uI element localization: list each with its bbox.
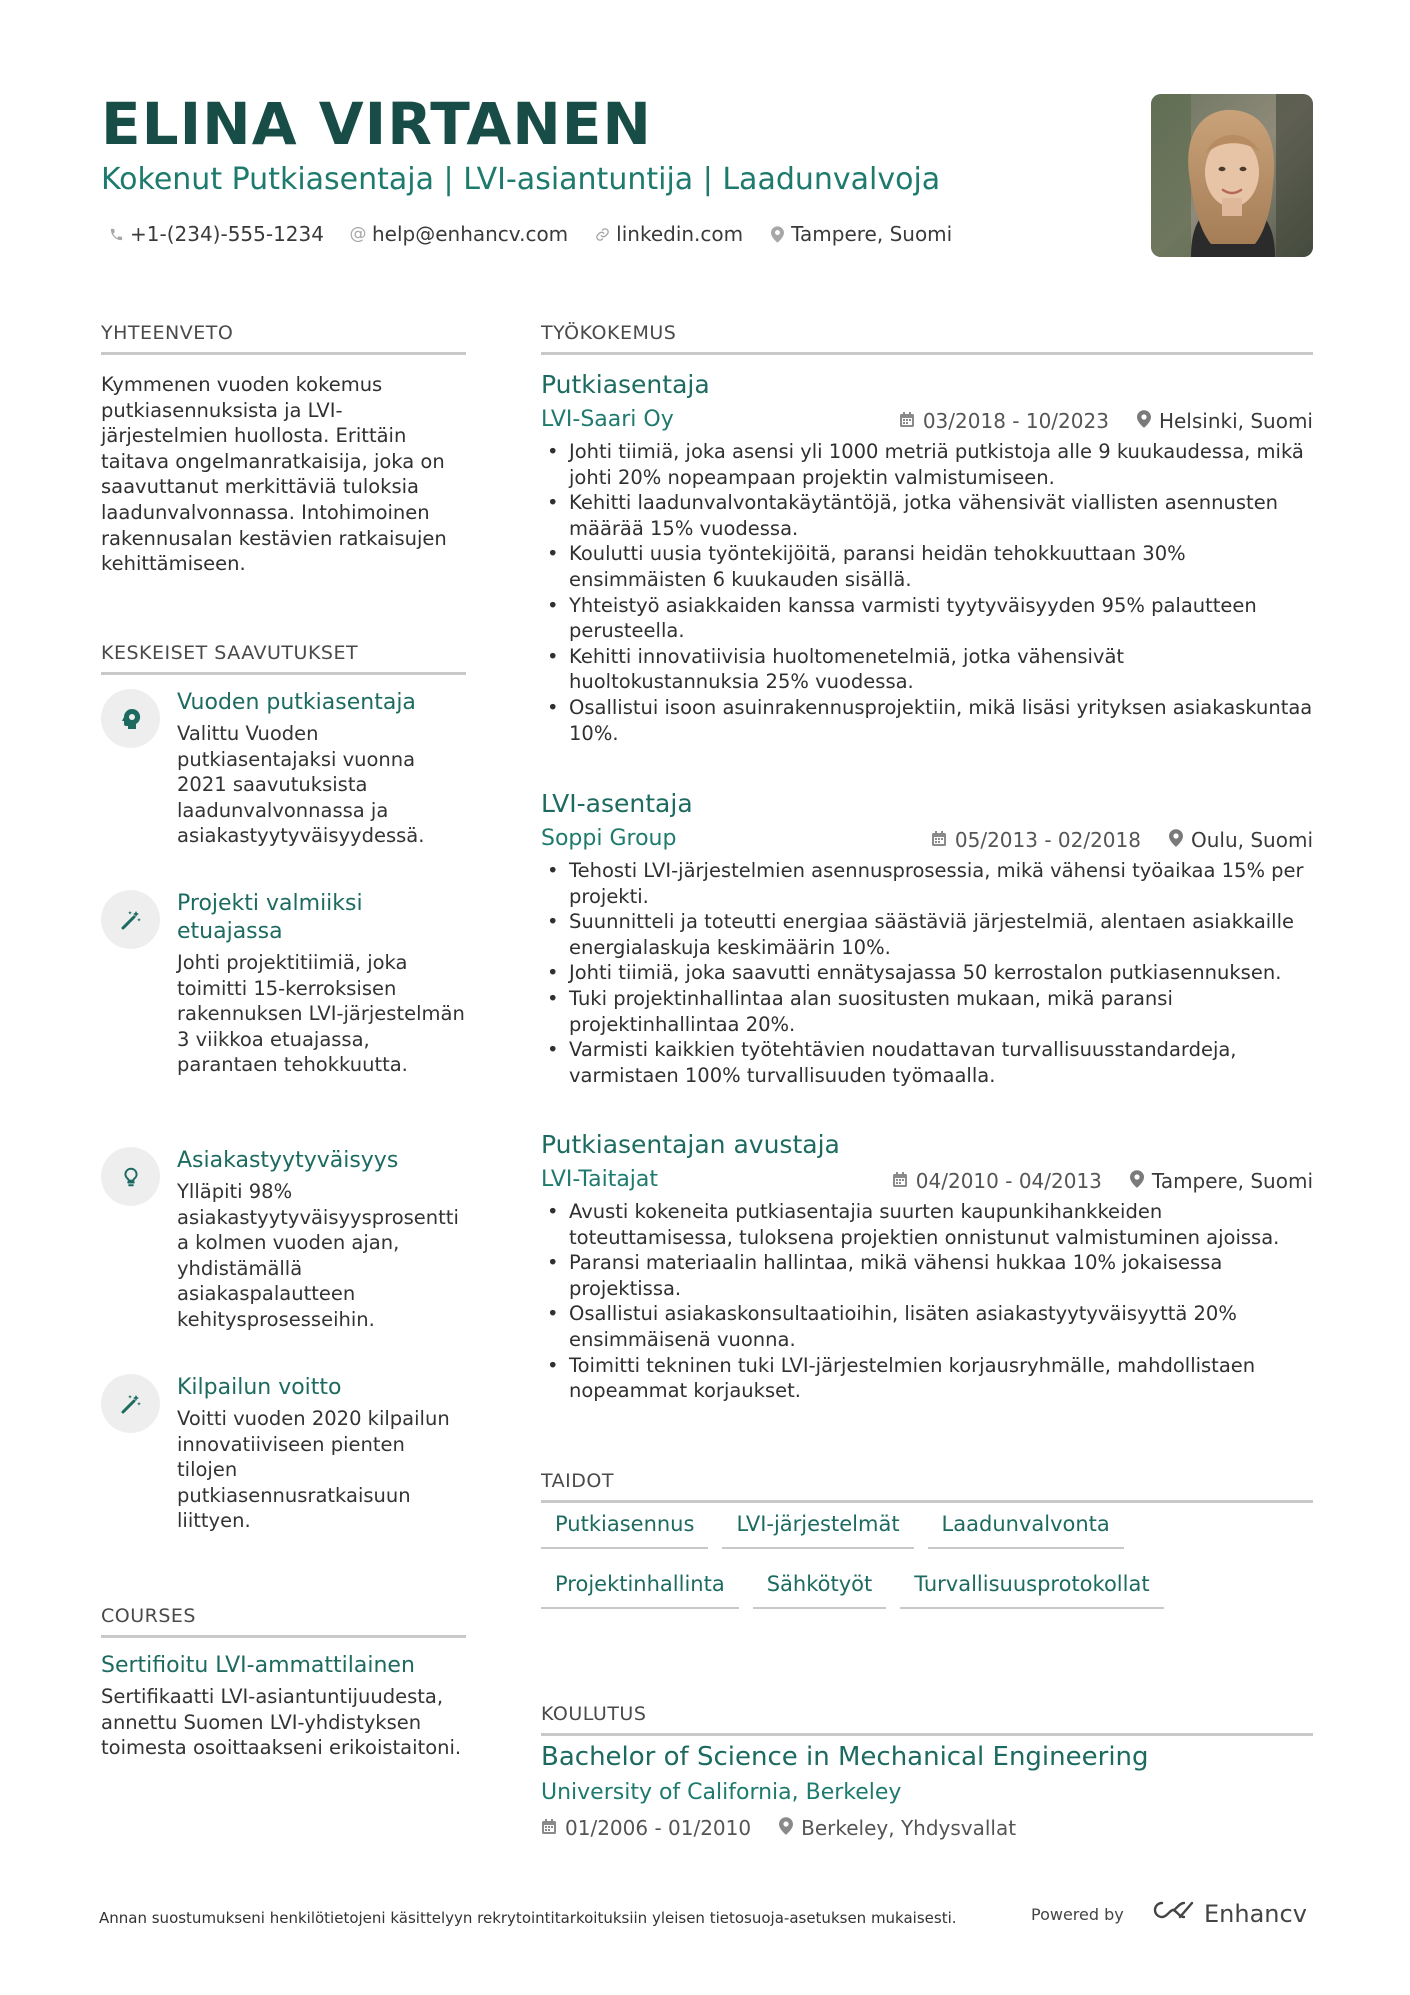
contact-bar <box>108 220 952 248</box>
contact-phone-text: +1-(234)-555-1234 <box>130 222 324 246</box>
achievement-title: Asiakastyytyväisyys <box>177 1148 399 1173</box>
achievement-item <box>101 890 466 1110</box>
job-bullet: • Johti tiimiä, joka asensi yli 1000 metriä putkistoja alle 9 kuukaudessa, mikä johti 20% nopeampaan projektin valmistumiseen. <box>541 439 1313 490</box>
job-dates-text: 05/2013 - 02/2018 <box>954 828 1141 852</box>
achievement-title: Projekti valmiiksi etuajassa <box>177 891 363 944</box>
job-bullet: • Osallistui asiakaskonsultaatioihin, lisäten asiakastyytyväisyyttä 20% ensimmäisenä vuonna. <box>541 1301 1313 1352</box>
skill-tag: Turvallisuusprotokollat <box>900 1570 1163 1609</box>
job-bullet: • Tehosti LVI-järjestelmien asennusprosessia, mikä vähensi työaikaa 15% per projekti. <box>541 858 1313 909</box>
location-pin-icon <box>1169 826 1183 854</box>
contact-email-text: help@enhancv.com <box>371 222 569 246</box>
skills-heading: TAIDOT <box>541 1470 1313 1503</box>
education-location-text: Berkeley, Yhdysvallat <box>801 1816 1017 1840</box>
job-entry <box>541 369 1313 746</box>
job-dates-text: 04/2010 - 04/2013 <box>915 1169 1102 1193</box>
course-item <box>101 1652 466 1761</box>
skill-tag: Laadunvalvonta <box>928 1510 1124 1549</box>
achievement-item <box>101 1374 466 1544</box>
link-icon <box>594 226 610 242</box>
achievement-desc: Voitti vuoden 2020 kilpailun innovatiiviseen pienten tilojen putkiasennusratkaisuun liittyen. <box>177 1407 450 1533</box>
skill-tag: Projektinhallinta <box>541 1570 739 1609</box>
achievements-heading: KESKEISET SAAVUTUKSET <box>101 642 466 675</box>
job-bullet: • Toimitti tekninen tuki LVI-järjestelmien korjausryhmälle, mahdollistaen nopeammat korjaukset. <box>541 1353 1313 1404</box>
education-degree: Bachelor of Science in Mechanical Engineering <box>541 1742 1149 1772</box>
achievement-title: Vuoden putkiasentaja <box>177 690 416 715</box>
job-location-text: Tampere, Suomi <box>1151 1169 1313 1193</box>
education-school: University of California, Berkeley <box>541 1780 902 1805</box>
enhancv-logo[interactable] <box>1150 1898 1307 1930</box>
course-title: Sertifioitu LVI-ammattilainen <box>101 1653 415 1678</box>
job-title: Putkiasentaja <box>541 370 710 399</box>
courses-heading: COURSES <box>101 1605 466 1638</box>
job-title: Putkiasentajan avustaja <box>541 1130 840 1159</box>
magic-wand-icon <box>101 890 160 949</box>
job-location <box>1169 826 1313 854</box>
calendar-icon <box>899 407 915 435</box>
brain-head-icon <box>101 689 160 748</box>
job-bullet: • Koulutti uusia työntekijöitä, paransi heidän tehokkuuttaan 30% ensimmäisten 6 kuukauden sisällä. <box>541 541 1313 592</box>
contact-linkedin-text: linkedin.com <box>616 222 744 246</box>
job-company: Soppi Group <box>541 826 677 851</box>
candidate-headline: Kokenut Putkiasentaja | LVI-asiantuntija | Laadunvalvoja <box>101 162 941 197</box>
location-pin-icon <box>769 226 785 242</box>
contact-phone[interactable] <box>108 220 324 248</box>
contact-location <box>769 220 952 248</box>
calendar-icon <box>931 826 947 854</box>
contact-linkedin[interactable] <box>594 220 743 248</box>
contact-email[interactable] <box>350 220 568 248</box>
achievement-desc: Valittu Vuoden putkiasentajaksi vuonna 2021 saavutuksista laadunvalvonnassa ja asiakastyytyväisyydessä. <box>177 722 425 848</box>
job-dates <box>931 826 1141 854</box>
summary-heading: YHTEENVETO <box>101 322 466 355</box>
job-bullet: • Johti tiimiä, joka saavutti ennätysajassa 50 kerrostalon putkiasennuksen. <box>541 960 1313 986</box>
achievement-item <box>101 689 466 859</box>
powered-by-label: Powered by <box>1031 1905 1124 1924</box>
course-desc: Sertifikaatti LVI-asiantuntijuudesta, annettu Suomen LVI-yhdistyksen toimesta osoittaakseni erikoistaitoni. <box>101 1685 462 1760</box>
calendar-icon <box>541 1814 557 1842</box>
education-heading: KOULUTUS <box>541 1703 1313 1736</box>
job-dates <box>899 407 1109 435</box>
magic-wand-icon <box>101 1374 160 1433</box>
job-bullet: • Suunnitteli ja toteutti energiaa säästäviä järjestelmiä, alentaen asiakkaille energialaskuja keskimäärin 10%. <box>541 909 1313 960</box>
lightbulb-icon <box>101 1147 160 1206</box>
job-location-text: Oulu, Suomi <box>1190 828 1313 852</box>
achievement-item <box>101 1147 466 1337</box>
education-entry <box>541 1740 1313 1842</box>
experience-heading: TYÖKOKEMUS <box>541 322 1313 355</box>
skill-tag: Putkiasennus <box>541 1510 708 1549</box>
job-location-text: Helsinki, Suomi <box>1158 409 1313 433</box>
location-pin-icon <box>1137 407 1151 435</box>
candidate-name: ELINA VIRTANEN <box>101 90 652 158</box>
job-bullets <box>541 439 1313 746</box>
education-location <box>779 1814 1016 1842</box>
job-company: LVI-Taitajat <box>541 1167 659 1192</box>
job-bullet: • Kehitti laadunvalvontakäytäntöjä, jotka vähensivät viallisten asennusten määrää 15% vuodessa. <box>541 490 1313 541</box>
job-bullet: • Tuki projektinhallintaa alan suositusten mukaan, mikä paransi projektinhallintaa 20%. <box>541 986 1313 1037</box>
summary-text: Kymmenen vuoden kokemus putkiasennuksista ja LVI-järjestelmien huollosta. Erittäin taitava ongelmanratkaisija, joka on saavuttanut merkittäviä tuloksia laadunvalvonnassa. Intohimoinen rakennusalan kestävien ratkaisujen kehittämiseen. <box>101 373 447 576</box>
job-location <box>1137 407 1313 435</box>
achievement-title: Kilpailun voitto <box>177 1375 342 1400</box>
job-bullets <box>541 858 1313 1088</box>
job-bullet: • Avusti kokeneita putkiasentajia suurten kaupunkihankkeiden toteuttamisessa, tuloksena projektien onnistunut valmistuminen ajoissa. <box>541 1199 1313 1250</box>
job-bullet: • Kehitti innovatiivisia huoltomenetelmiä, jotka vähensivät huoltokustannuksia 25% vuodessa. <box>541 644 1313 695</box>
at-icon: @ <box>349 224 367 244</box>
contact-location-text: Tampere, Suomi <box>791 222 953 246</box>
job-bullet: • Paransi materiaalin hallintaa, mikä vähensi hukkaa 10% jokaisessa projektissa. <box>541 1250 1313 1301</box>
job-dates-text: 03/2018 - 10/2023 <box>922 409 1109 433</box>
education-dates <box>541 1814 751 1842</box>
job-bullet: • Yhteistyö asiakkaiden kanssa varmisti tyytyväisyyden 95% palautteen perusteella. <box>541 593 1313 644</box>
job-company: LVI-Saari Oy <box>541 407 674 432</box>
achievement-desc: Ylläpiti 98% asiakastyytyväisyysprosentti a kolmen vuoden ajan, yhdistämällä asiakaspalautteen kehitysprosesseihin. <box>177 1180 459 1331</box>
job-entry <box>541 1129 1313 1404</box>
calendar-icon <box>892 1167 908 1195</box>
location-pin-icon <box>1130 1167 1144 1195</box>
phone-icon <box>108 226 124 242</box>
education-dates-text: 01/2006 - 01/2010 <box>565 1816 752 1840</box>
enhancv-infinity-icon <box>1150 1898 1196 1930</box>
job-bullet: • Osallistui isoon asuinrakennusprojektiin, mikä lisäsi yrityksen asiakaskuntaa 10%. <box>541 695 1313 746</box>
skill-tag: Sähkötyöt <box>753 1570 887 1609</box>
job-bullets <box>541 1199 1313 1404</box>
skills-list <box>541 1510 1313 1630</box>
achievement-desc: Johti projektitiimiä, joka toimitti 15-kerroksisen rakennuksen LVI-järjestelmän 3 viikkoa etuajassa, parantaen tehokkuutta. <box>177 951 465 1077</box>
skill-tag: LVI-järjestelmät <box>722 1510 913 1549</box>
gdpr-consent: Annan suostumukseni henkilötietojeni käsittelyyn rekrytointitarkoituksiin yleisen tietosuoja-asetuksen mukaisesti. <box>99 1909 957 1927</box>
job-bullet: • Varmisti kaikkien työtehtävien noudattavan turvallisuusstandardeja, varmistaen 100% turvallisuuden työmaalla. <box>541 1037 1313 1088</box>
enhancv-brand-text: Enhancv <box>1204 1900 1307 1928</box>
job-entry <box>541 788 1313 1088</box>
job-title: LVI-asentaja <box>541 789 693 818</box>
job-dates <box>892 1167 1102 1195</box>
profile-photo <box>1151 94 1313 257</box>
location-pin-icon <box>779 1814 793 1842</box>
job-location <box>1130 1167 1313 1195</box>
